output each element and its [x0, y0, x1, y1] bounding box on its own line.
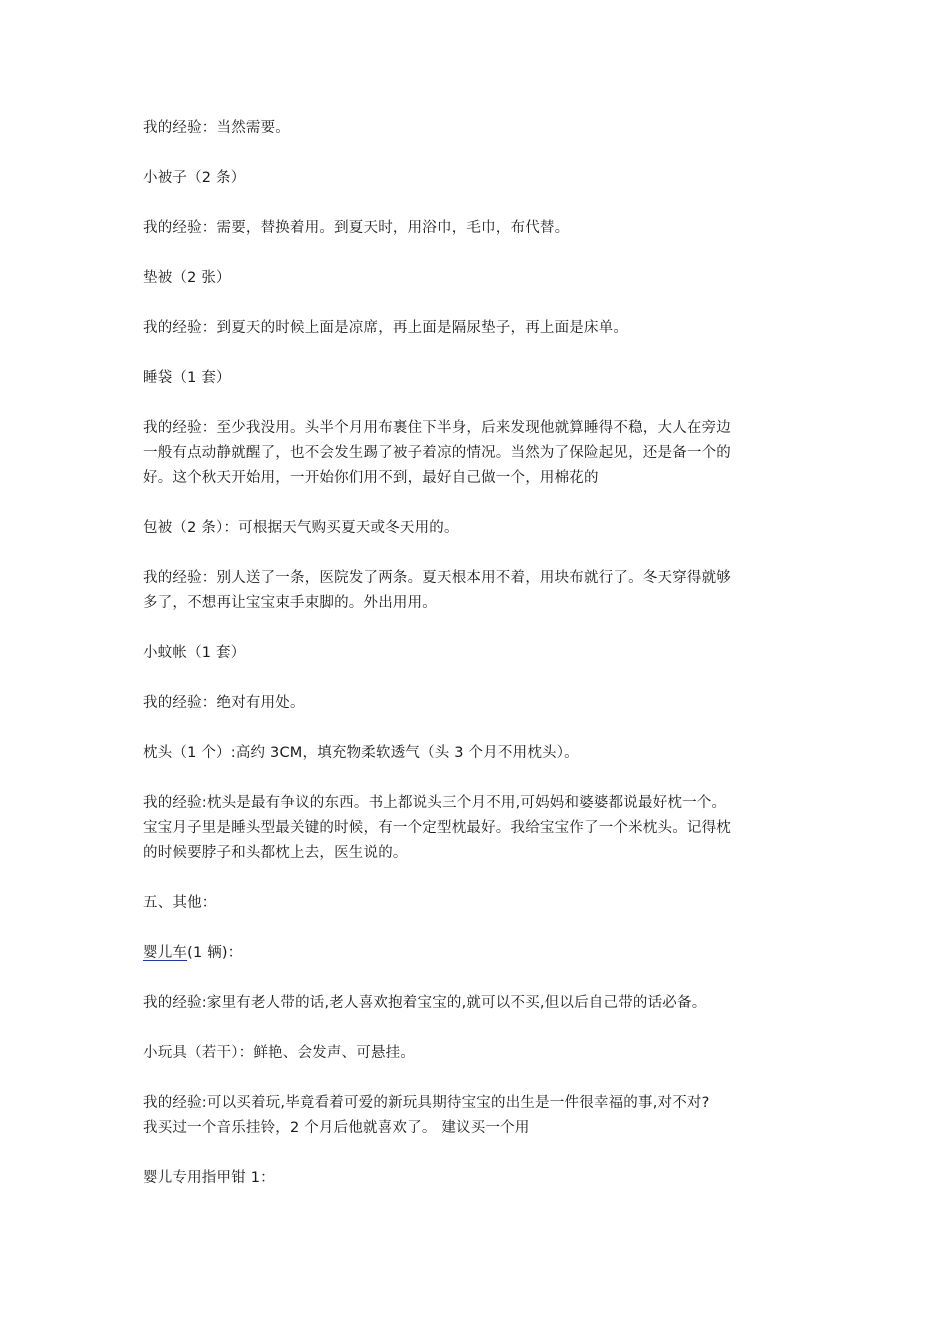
text-line: 的时候要脖子和头都枕上去，医生说的。	[143, 845, 408, 861]
text-line	[143, 941, 823, 966]
text-line: 小蚊帐（1 套）	[143, 645, 246, 661]
text-line: 睡袋（1 套）	[143, 370, 231, 386]
stroller-quantity: (1 辆)：	[187, 945, 243, 961]
text-line: 小被子（2 条）	[143, 170, 246, 186]
text-line: 婴儿专用指甲钳 1：	[143, 1170, 275, 1186]
text-line: 枕头（1 个）:高约 3CM，填充物柔软透气（头 3 个月不用枕头）。	[143, 745, 579, 761]
text-line: 宝宝月子里是睡头型最关键的时候，有一个定型枕最好。我给宝宝作了一个米枕头。记得枕	[143, 820, 731, 836]
text-line: 我的经验：到夏天的时候上面是凉席，再上面是隔尿垫子，再上面是床单。	[143, 320, 629, 336]
text-line: 好。这个秋天开始用，一开始你们用不到，最好自己做一个，用棉花的	[143, 470, 599, 486]
text-line: 小玩具（若干）：鲜艳、会发声、可悬挂。	[143, 1045, 416, 1061]
text-line: 我的经验：当然需要。	[143, 120, 290, 136]
text-line: 垫被（2 张）	[143, 270, 231, 286]
text-line: 我的经验：绝对有用处。	[143, 695, 305, 711]
stroller-link[interactable]: 婴儿车	[143, 945, 188, 961]
section-heading: 五、其他：	[143, 895, 217, 911]
text-line: 多了，不想再让宝宝束手束脚的。外出用用。	[143, 595, 437, 611]
text-line: 我的经验：别人送了一条，医院发了两条。夏天根本用不着，用块布就行了。冬天穿得就够	[143, 570, 731, 586]
text-line: 包被（2 条）：可根据天气购买夏天或冬天用的。	[143, 520, 459, 536]
text-line: 我买过一个音乐挂铃，2 个月后他就喜欢了。 建议买一个用	[143, 1120, 530, 1136]
text-line: 我的经验:可以买着玩,毕竟看着可爱的新玩具期待宝宝的出生是一件很幸福的事,对不对?	[143, 1095, 710, 1111]
text-line: 我的经验：至少我没用。头半个月用布裹住下半身，后来发现他就算睡得不稳，大人在旁边	[143, 420, 731, 436]
text-line: 我的经验：需要，替换着用。到夏天时，用浴巾，毛巾，布代替。	[143, 220, 570, 236]
text-line: 我的经验:家里有老人带的话,老人喜欢抱着宝宝的,就可以不买,但以后自己带的话必备。	[143, 995, 707, 1011]
text-line: 一般有点动静就醒了，也不会发生踢了被子着凉的情况。当然为了保险起见，还是备一个的	[143, 445, 731, 461]
text-line: 我的经验:枕头是最有争议的东西。书上都说头三个月不用,可妈妈和婆婆都说最好枕一个。	[143, 795, 727, 811]
